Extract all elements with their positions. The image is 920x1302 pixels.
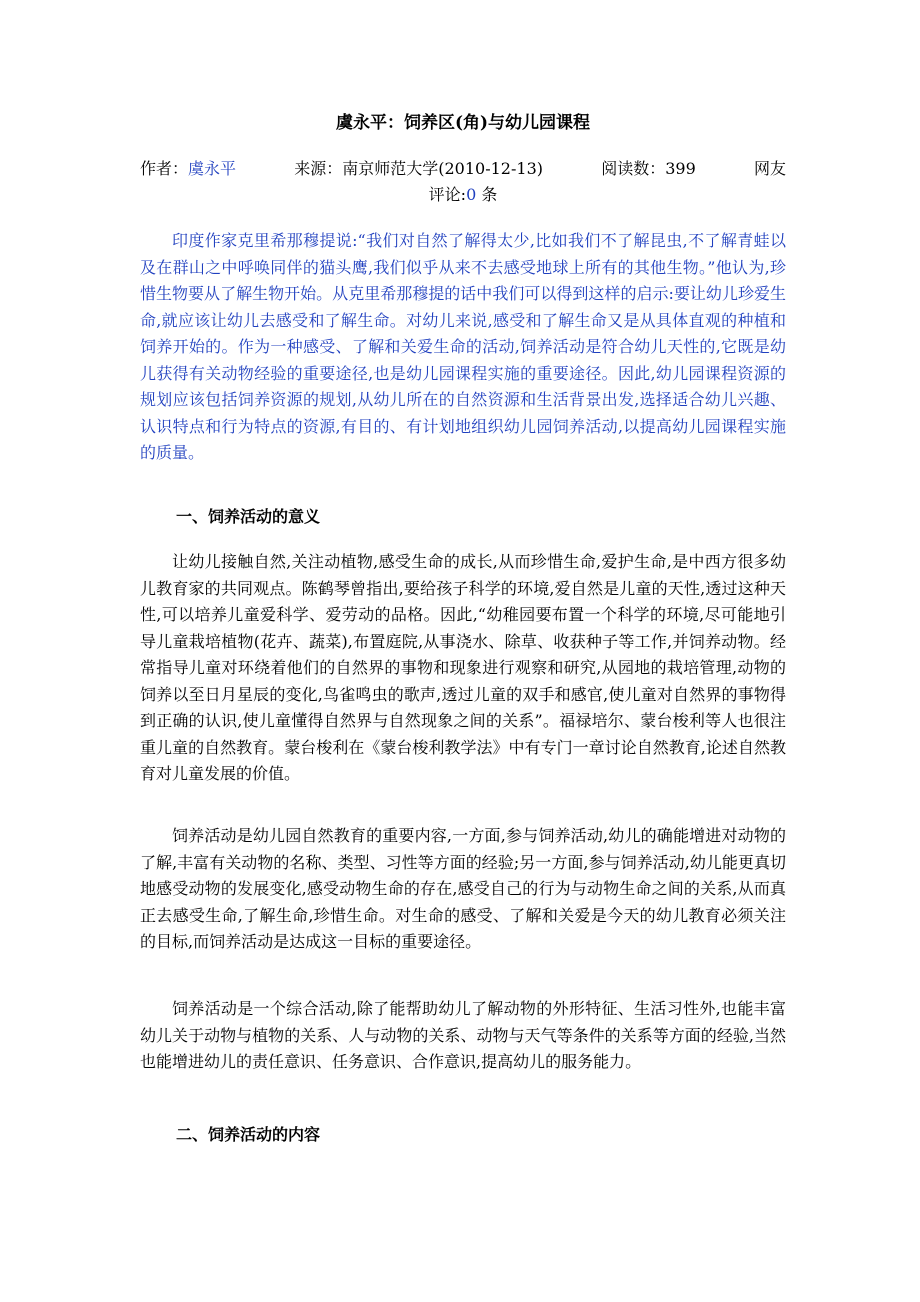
article-meta: [140, 156, 786, 208]
author-label: 作者：: [140, 159, 189, 178]
read-count: 阅读数：399: [601, 159, 696, 178]
section1-paragraph-3: 饲养活动是一个综合活动,除了能帮助幼儿了解动物的外形特征、生活习性外,也能丰富幼儿关于动物与植物的关系、人与动物的关系、动物与天气等条件的关系等方面的经验,当然也能增进幼儿的责任意识、任务意识、合作意识,提高幼儿的服务能力。: [140, 999, 786, 1071]
comments-label: 评论:: [428, 185, 467, 204]
comments-suffix: 条: [476, 185, 498, 204]
article-title: 虞永平：饲养区(角)与幼儿园课程: [335, 113, 591, 133]
source-info: 来源：南京师范大学(2010-12-13): [294, 159, 543, 178]
intro-paragraph: 印度作家克里希那穆提说:“我们对自然了解得太少,比如我们不了解昆虫,不了解青蛙以及在群山之中呼唤同伴的猫头鹰,我们似乎从来不去感受地球上所有的其他生物。”他认为,珍惜生物要从了解生物开始。从克里希那穆提的话中我们可以得到这样的启示:要让幼儿珍爱生命,就应该让幼儿去感受和了解生命。对幼儿来说,感受和了解生命又是从具体直观的种植和饲养开始的。作为一种感受、了解和关爱生命的活动,饲养活动是符合幼儿天性的,它既是幼儿获得有关动物经验的重要途径,也是幼儿园课程实施的重要途径。因此,幼儿园课程资源的规划应该包括饲养资源的规划,从幼儿所在的自然资源和生活背景出发,选择适合幼儿兴趣、认识特点和行为特点的资源,有目的、有计划地组织幼儿园饲养活动,以提高幼儿园课程实施的质量。: [140, 231, 786, 462]
section-heading-1: 一、饲养活动的意义: [176, 507, 321, 526]
author-link[interactable]: 虞永平: [188, 159, 237, 178]
comments-count-link[interactable]: 0: [466, 185, 477, 204]
comments-prefix: 网友: [753, 159, 786, 178]
section-heading-2: 二、饲养活动的内容: [176, 1125, 321, 1144]
section1-paragraph-1: 让幼儿接触自然,关注动植物,感受生命的成长,从而珍惜生命,爱护生命,是中西方很多幼儿教育家的共同观点。陈鹤琴曾指出,要给孩子科学的环境,爱自然是儿童的天性,透过这种天性,可以培养儿童爱科学、爱劳动的品格。因此,“幼稚园要布置一个科学的环境,尽可能地引导儿童栽培植物(花卉、蔬菜),布置庭院,从事浇水、除草、收获种子等工作,并饲养动物。经常指导儿童对环绕着他们的自然界的事物和现象进行观察和研究,从园地的栽培管理,动物的饲养以至日月星辰的变化,鸟雀鸣虫的歌声,透过儿童的双手和感官,使儿童对自然界的事物得到正确的认识,使儿童懂得自然界与自然现象之间的关系”。福禄培尔、蒙台梭利等人也很注重儿童的自然教育。蒙台梭利在《蒙台梭利教学法》中有专门一章讨论自然教育,论述自然教育对儿童发展的价值。: [140, 552, 786, 783]
section1-paragraph-2: 饲养活动是幼儿园自然教育的重要内容,一方面,参与饲养活动,幼儿的确能增进对动物的了解,丰富有关动物的名称、类型、习性等方面的经验;另一方面,参与饲养活动,幼儿能更真切地感受动物的发展变化,感受动物生命的存在,感受自己的行为与动物生命之间的关系,从而真正去感受生命,了解生命,珍惜生命。对生命的感受、了解和关爱是今天的幼儿教育必须关注的目标,而饲养活动是达成这一目标的重要途径。: [140, 826, 786, 951]
author-info: [140, 156, 236, 182]
